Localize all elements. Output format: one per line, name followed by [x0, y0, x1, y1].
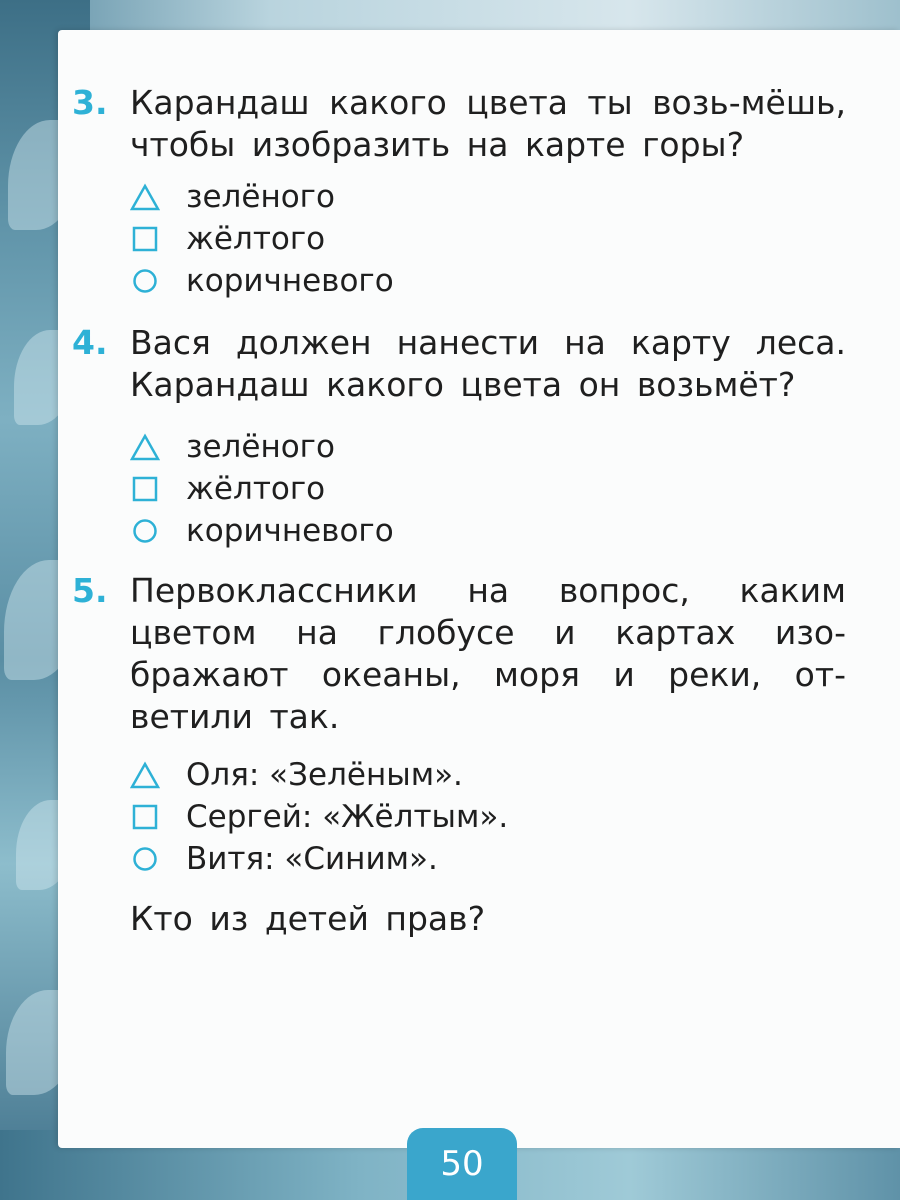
answer-option[interactable]: [130, 468, 846, 510]
answer-option-label: жёлтого: [186, 221, 326, 257]
question-4: [72, 322, 846, 552]
answer-options: [130, 426, 846, 552]
answer-option[interactable]: [130, 838, 846, 880]
page-number: 50: [440, 1144, 484, 1184]
answer-option-label: Витя: «Синим».: [186, 841, 438, 877]
answer-option-label: зелёного: [186, 179, 335, 215]
answer-option[interactable]: [130, 510, 846, 552]
answer-option[interactable]: [130, 426, 846, 468]
triangle-icon[interactable]: [130, 760, 160, 790]
question-text: Карандаш какого цвета ты возь-мёшь, чтобы изобразить на карте горы?: [130, 83, 846, 164]
triangle-icon[interactable]: [130, 432, 160, 462]
answer-option-label: коричневого: [186, 513, 394, 549]
answer-option[interactable]: [130, 260, 846, 302]
question-number: 3.: [72, 83, 108, 122]
question-number: 5.: [72, 571, 108, 610]
answer-option[interactable]: [130, 796, 846, 838]
answer-option-label: жёлтого: [186, 471, 326, 507]
answer-option-label: Сергей: «Жёлтым».: [186, 799, 509, 835]
answer-options: [130, 176, 846, 302]
answer-option[interactable]: [130, 218, 846, 260]
circle-icon[interactable]: [130, 266, 160, 296]
answer-option-label: зелёного: [186, 429, 335, 465]
answer-option-label: коричневого: [186, 263, 394, 299]
page-number-badge: [407, 1128, 517, 1200]
question-text: Первоклассники на вопрос, каким цветом на глобусе и картах изо-бражают океаны, моря и реки, от-ветили так.: [130, 571, 846, 736]
question-5: [72, 570, 846, 940]
triangle-icon[interactable]: [130, 182, 160, 212]
answer-option-label: Оля: «Зелёным».: [186, 757, 463, 793]
answer-option[interactable]: [130, 754, 846, 796]
square-icon[interactable]: [130, 802, 160, 832]
answer-options: [130, 754, 846, 880]
questions-container: [72, 82, 846, 940]
square-icon[interactable]: [130, 474, 160, 504]
question-3: [72, 82, 846, 302]
circle-icon[interactable]: [130, 516, 160, 546]
question-text: Вася должен нанести на карту леса. Карандаш какого цвета он возьмёт?: [130, 323, 846, 404]
circle-icon[interactable]: [130, 844, 160, 874]
answer-option[interactable]: [130, 176, 846, 218]
question-number: 4.: [72, 323, 108, 362]
followup-question: Кто из детей прав?: [130, 899, 486, 938]
square-icon[interactable]: [130, 224, 160, 254]
